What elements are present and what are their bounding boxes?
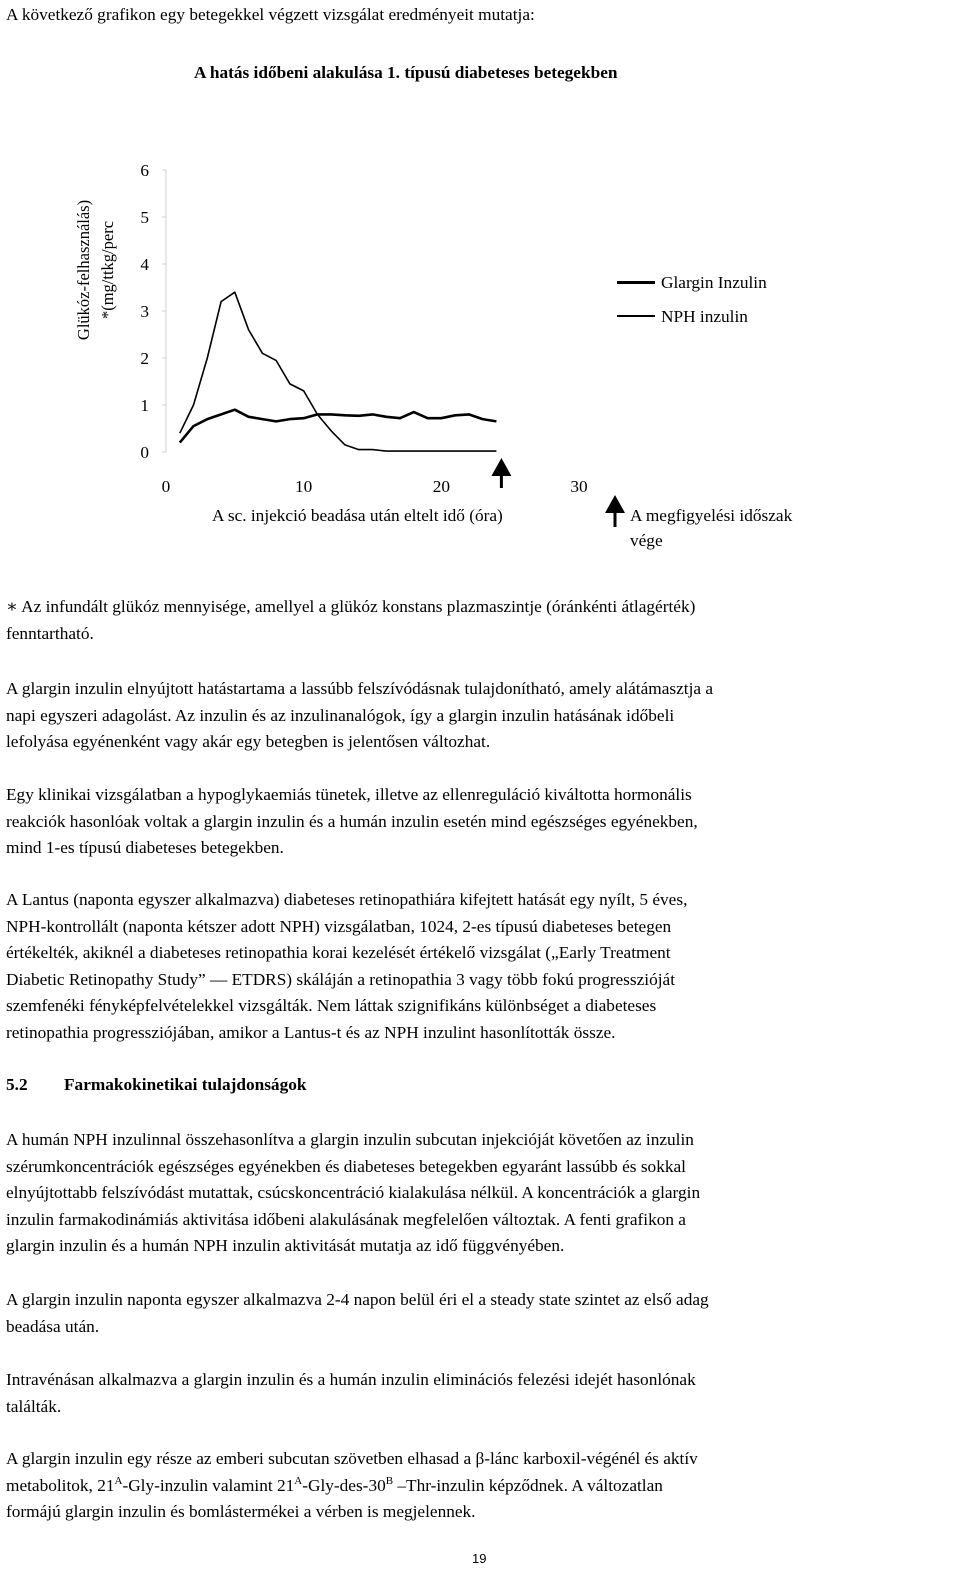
paragraph-line: glargin inzulin és a humán NPH inzulin aktivitását mutatja az idő függvényében. xyxy=(6,1236,565,1255)
paragraph-line: mind 1-es típusú diabeteses betegekben. xyxy=(6,838,284,857)
paragraph-line: Egy klinikai vizsgálatban a hypoglykaemiás tünetek, illetve az ellenreguláció kiváltotta hormonális xyxy=(6,785,692,804)
end-marker-legend-arrow-icon xyxy=(604,493,626,529)
paragraph-line: napi egyszeri adagolást. Az inzulin és az inzulinanalógok, így a glargin inzulin hatásának időbeli xyxy=(6,705,675,725)
x-tick-label: 0 xyxy=(161,477,171,496)
series-line-nph xyxy=(180,292,497,451)
chart-series xyxy=(180,292,497,451)
paragraph-line: szérumkoncentrációk egészséges egyénekben és diabeteses betegekben egyaránt lassúbb és sokkal xyxy=(6,1156,686,1176)
paragraph-6 xyxy=(6,1367,954,1420)
legend-swatch-nph xyxy=(617,315,655,317)
chart-title: A hatás időbeni alakulása 1. típusú diabeteses betegekben xyxy=(194,63,618,82)
superscript: A xyxy=(294,1474,303,1487)
x-tick-label: 30 xyxy=(570,477,588,496)
footnote-line1: ∗ Az infundált glükóz mennyisége, amellyel a glükóz konstans plazmaszintje (óránkénti átlagérték) xyxy=(6,597,696,616)
paragraph-line: szemfenéki fényképfelvételekkel vizsgálták. Nem láttak szignifikáns különbséget a diabeteses xyxy=(6,996,657,1015)
footnote-line2: fenntartható. xyxy=(6,624,94,643)
paragraph-line: A glargin inzulin elnyújtott hatástartama a lassúbb felszívódásnak tulajdonítható, amely alátámasztja a xyxy=(6,679,714,698)
chart-ticks xyxy=(140,161,587,496)
paragraph-line: elnyújtottabb felszívódást mutattak, csúcskoncentráció kialakulása nélkül. A koncentrációk a glargin xyxy=(6,1183,701,1202)
paragraph-2 xyxy=(6,782,954,862)
paragraph-line: Diabetic Retinopathy Study” ― ETDRS) skáláján a retinopathia 3 vagy több fokú progresszióját xyxy=(6,969,676,989)
legend-label-glargin: Glargin Inzulin xyxy=(661,273,767,292)
chart-end-marker xyxy=(491,458,511,488)
legend-label-nph: NPH inzulin xyxy=(661,307,748,326)
paragraph-line: retinopathia progressziójában, amikor a Lantus-t és az NPH inzulint hasonlították össze. xyxy=(6,1022,616,1042)
line-chart xyxy=(0,0,960,560)
legend-swatch-glargin xyxy=(617,281,655,284)
text-run: metabolitok, 21 xyxy=(6,1475,115,1495)
paragraph-line: A humán NPH inzulinnal összehasonlítva a glargin inzulin subcutan injekcióját követően az inzulin xyxy=(6,1130,694,1149)
paragraph-line: Intravénásan alkalmazva a glargin inzulin és a humán inzulin eliminációs felezési idejét hasonlónak xyxy=(6,1370,696,1389)
end-marker-label-line1: A megfigyelési időszak xyxy=(630,506,793,525)
paragraph-7 xyxy=(6,1446,954,1526)
y-tick-label: 0 xyxy=(140,443,149,462)
paragraph-line: reakciók hasonlóak voltak a glargin inzulin és a humán inzulin esetén mind egészséges egyénekben, xyxy=(6,811,698,831)
y-tick-label: 4 xyxy=(140,255,149,274)
y-tick-label: 5 xyxy=(140,208,149,227)
paragraph-line: értékelték, akiknél a diabeteses retinopathia korai kezelését értékelő vizsgálat („Early Treatment xyxy=(6,943,671,962)
paragraph-4 xyxy=(6,1127,954,1260)
end-marker-arrow-stem xyxy=(500,474,503,488)
x-tick-label: 20 xyxy=(432,477,450,496)
y-tick-label: 2 xyxy=(140,349,149,368)
superscript: A xyxy=(114,1474,123,1487)
y-tick-label: 3 xyxy=(140,302,149,321)
paragraph-line: formájú glargin inzulin és bomlástermékei a vérben is megjelennek. xyxy=(6,1502,476,1521)
paragraph-line: NPH-kontrollált (naponta kétszer adott NPH) vizsgálatban, 1024, 2-es típusú diabeteses betegen xyxy=(6,916,672,936)
text-run: -Gly-des-30 xyxy=(302,1475,386,1495)
page-number: 19 xyxy=(472,1551,487,1566)
y-axis-label-line1: Glükóz-felhasználás) xyxy=(74,199,93,341)
paragraph-line-with-superscripts xyxy=(6,1473,954,1500)
text-run: –Thr-inzulin képződnek. A változatlan xyxy=(393,1475,663,1495)
y-axis-label-line2: *(mg/ttkg/perc xyxy=(98,220,117,320)
paragraph-line: találták. xyxy=(6,1396,62,1416)
paragraph-line: A glargin inzulin egy része az emberi subcutan szövetben elhasad a β-lánc karboxil-végénél és aktív xyxy=(6,1449,698,1468)
paragraph-1 xyxy=(6,676,954,756)
y-tick-label: 1 xyxy=(140,396,149,415)
section-number: 5.2 xyxy=(6,1075,28,1094)
paragraph-line: lefolyása egyénenként vagy akár egy betegben is jelentősen változhat. xyxy=(6,732,491,751)
paragraph-5 xyxy=(6,1287,954,1340)
paragraph-line: inzulin farmakodinámiás aktivitása időbeni alakulásának megfelelően változtak. A fenti grafikon a xyxy=(6,1209,686,1229)
superscript: B xyxy=(385,1474,394,1487)
y-tick-label: 6 xyxy=(140,161,149,180)
paragraph-3 xyxy=(6,887,954,1046)
end-marker-label-line2: vége xyxy=(630,531,663,550)
paragraph-line: beadása után. xyxy=(6,1316,100,1336)
section-title: Farmakokinetikai tulajdonságok xyxy=(64,1075,307,1094)
text-run: -Gly-inzulin valamint 21 xyxy=(122,1475,295,1495)
end-marker-arrow-icon xyxy=(491,458,511,476)
paragraph-line: A glargin inzulin naponta egyszer alkalmazva 2-4 napon belül éri el a steady state szintet az első adag xyxy=(6,1290,709,1309)
paragraph-line: A Lantus (naponta egyszer alkalmazva) diabeteses retinopathiára kifejtett hatását egy nyílt, 5 éves, xyxy=(6,890,688,909)
intro-text: A következő grafikon egy betegekkel végzett vizsgálat eredményeit mutatja: xyxy=(6,5,535,24)
x-tick-label: 10 xyxy=(295,477,313,496)
x-axis-label: A sc. injekció beadása után eltelt idő (óra) xyxy=(212,506,503,525)
